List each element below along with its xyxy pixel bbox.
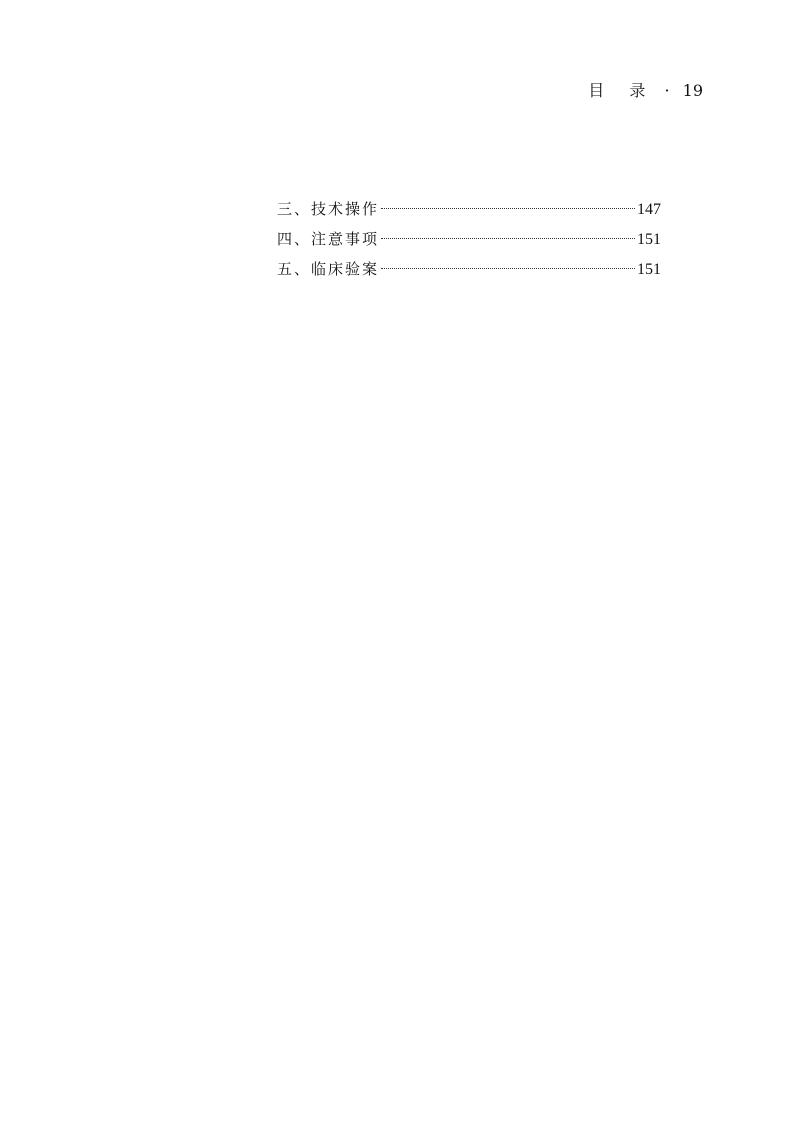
toc-entry-label: 三、技术操作 (277, 200, 380, 218)
toc-entry-page: 147 (637, 201, 661, 218)
table-of-contents (277, 194, 661, 284)
toc-entry[interactable] (277, 194, 661, 224)
toc-entry-page: 151 (637, 261, 661, 278)
dot-leader (381, 238, 635, 239)
toc-entry[interactable] (277, 254, 661, 284)
toc-entry-label: 四、注意事项 (277, 230, 380, 248)
toc-entry[interactable] (277, 224, 661, 254)
dot-leader (381, 268, 635, 269)
toc-entry-page: 151 (637, 231, 661, 248)
running-header (588, 80, 703, 102)
toc-entry-label: 五、临床验案 (277, 260, 380, 278)
section-title: 目 录 (588, 81, 656, 100)
header-separator: · (664, 81, 670, 100)
page-number: 19 (682, 81, 703, 100)
dot-leader (381, 208, 635, 209)
